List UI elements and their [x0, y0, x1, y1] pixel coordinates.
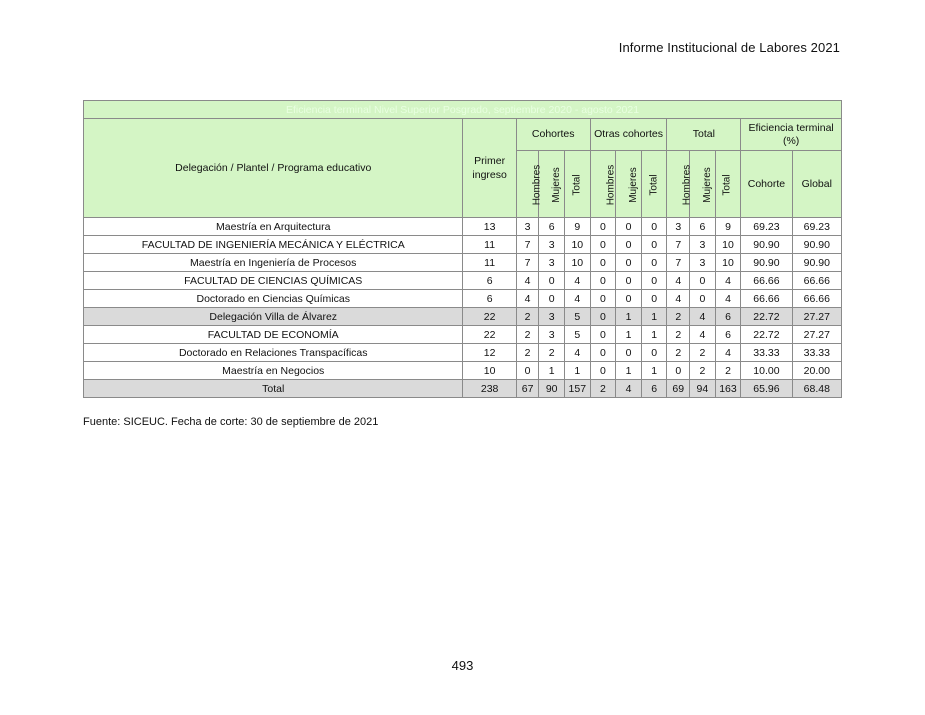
cell-total-mujeres: 2: [690, 344, 716, 362]
page-header: Informe Institucional de Labores 2021: [618, 40, 840, 55]
cell-otras-hombres: 0: [590, 236, 616, 254]
cell-total-total: 4: [715, 272, 741, 290]
cell-total-hombres: 69: [667, 380, 690, 398]
cell-cohortes-total: 10: [564, 236, 590, 254]
cell-primer-ingreso: 11: [463, 254, 516, 272]
cell-cohortes-hombres: 3: [516, 218, 539, 236]
cell-primer-ingreso: 238: [463, 380, 516, 398]
cell-total-mujeres: 3: [690, 254, 716, 272]
cell-otras-total: 1: [641, 326, 667, 344]
cell-total-total: 6: [715, 326, 741, 344]
cell-cohortes-hombres: 7: [516, 254, 539, 272]
total-label: Total: [84, 380, 463, 398]
cell-total-hombres: 7: [667, 236, 690, 254]
col-primer-ingreso-header: Primer ingreso: [463, 119, 516, 218]
cell-cohortes-mujeres: 0: [539, 290, 565, 308]
table-row: [84, 326, 842, 344]
col-eficiencia-header: Eficiencia terminal (%): [741, 119, 842, 151]
table-row: [84, 254, 842, 272]
cell-total-total: 163: [715, 380, 741, 398]
program-name: FACULTAD DE CIENCIAS QUÍMICAS: [84, 272, 463, 290]
cell-total-hombres: 0: [667, 362, 690, 380]
cell-cohortes-hombres: 2: [516, 326, 539, 344]
cell-total-total: 4: [715, 290, 741, 308]
table-row: [84, 308, 842, 326]
cell-otras-mujeres: 0: [616, 272, 642, 290]
cell-total-hombres: 3: [667, 218, 690, 236]
cell-primer-ingreso: 10: [463, 362, 516, 380]
cell-total-hombres: 2: [667, 344, 690, 362]
cell-eficiencia-global: 68.48: [792, 380, 841, 398]
cell-otras-mujeres: 0: [616, 290, 642, 308]
cell-cohortes-total: 5: [564, 326, 590, 344]
table-row: [84, 218, 842, 236]
col-otras-total: [641, 151, 667, 218]
table-row: [84, 272, 842, 290]
cell-cohortes-total: 4: [564, 344, 590, 362]
col-otras-mujeres-label: Mujeres: [628, 166, 640, 203]
col-otras-cohortes-header: Otras cohortes: [590, 119, 667, 151]
cell-eficiencia-cohorte: 33.33: [741, 344, 792, 362]
cell-otras-total: 0: [641, 218, 667, 236]
cell-total-total: 6: [715, 308, 741, 326]
program-name: Delegación Villa de Álvarez: [84, 308, 463, 326]
cell-otras-total: 0: [641, 254, 667, 272]
cell-otras-hombres: 0: [590, 362, 616, 380]
table-total-row: [84, 380, 842, 398]
cell-cohortes-mujeres: 2: [539, 344, 565, 362]
cell-otras-mujeres: 0: [616, 218, 642, 236]
cell-eficiencia-cohorte: 66.66: [741, 272, 792, 290]
cell-eficiencia-cohorte: 69.23: [741, 218, 792, 236]
cell-otras-total: 1: [641, 362, 667, 380]
cell-total-hombres: 4: [667, 272, 690, 290]
cell-primer-ingreso: 13: [463, 218, 516, 236]
col-cohortes-total-label: Total: [571, 173, 583, 196]
col-cohortes-hombres-label: Hombres: [531, 164, 543, 205]
cell-otras-total: 0: [641, 344, 667, 362]
cell-otras-hombres: 0: [590, 344, 616, 362]
cell-cohortes-hombres: 4: [516, 272, 539, 290]
efficiency-table: [83, 100, 842, 398]
program-name: FACULTAD DE INGENIERÍA MECÁNICA Y ELÉCTRICA: [84, 236, 463, 254]
cell-otras-total: 0: [641, 236, 667, 254]
col-program-header: Delegación / Plantel / Programa educativo: [84, 119, 463, 218]
cell-otras-mujeres: 1: [616, 362, 642, 380]
cell-total-total: 10: [715, 254, 741, 272]
cell-otras-hombres: 0: [590, 308, 616, 326]
cell-otras-mujeres: 0: [616, 344, 642, 362]
cell-cohortes-mujeres: 90: [539, 380, 565, 398]
cell-otras-mujeres: 1: [616, 308, 642, 326]
cell-cohortes-hombres: 67: [516, 380, 539, 398]
cell-eficiencia-cohorte: 90.90: [741, 254, 792, 272]
col-cohortes-mujeres-label: Mujeres: [551, 166, 563, 203]
col-total-hombres-label: Hombres: [681, 164, 693, 205]
table-row: [84, 344, 842, 362]
cell-eficiencia-cohorte: 22.72: [741, 326, 792, 344]
cell-primer-ingreso: 12: [463, 344, 516, 362]
cell-cohortes-mujeres: 0: [539, 272, 565, 290]
cell-eficiencia-global: 33.33: [792, 344, 841, 362]
page-number: 493: [451, 658, 474, 673]
cell-total-mujeres: 94: [690, 380, 716, 398]
cell-cohortes-mujeres: 3: [539, 254, 565, 272]
program-name: Doctorado en Ciencias Químicas: [84, 290, 463, 308]
cell-otras-hombres: 0: [590, 326, 616, 344]
cell-eficiencia-global: 20.00: [792, 362, 841, 380]
cell-total-hombres: 4: [667, 290, 690, 308]
cell-eficiencia-cohorte: 65.96: [741, 380, 792, 398]
cell-otras-hombres: 2: [590, 380, 616, 398]
col-otras-mujeres: [616, 151, 642, 218]
cell-total-total: 4: [715, 344, 741, 362]
cell-eficiencia-global: 27.27: [792, 308, 841, 326]
cell-cohortes-mujeres: 3: [539, 326, 565, 344]
cell-cohortes-total: 9: [564, 218, 590, 236]
cell-otras-mujeres: 4: [616, 380, 642, 398]
cell-total-mujeres: 0: [690, 272, 716, 290]
cell-cohortes-total: 10: [564, 254, 590, 272]
cell-cohortes-total: 1: [564, 362, 590, 380]
cell-eficiencia-global: 90.90: [792, 236, 841, 254]
cell-cohortes-hombres: 2: [516, 344, 539, 362]
cell-eficiencia-cohorte: 90.90: [741, 236, 792, 254]
cell-eficiencia-global: 66.66: [792, 272, 841, 290]
cell-cohortes-total: 4: [564, 272, 590, 290]
program-name: Maestría en Arquitectura: [84, 218, 463, 236]
cell-primer-ingreso: 6: [463, 272, 516, 290]
program-name: Maestría en Negocios: [84, 362, 463, 380]
cell-otras-total: 0: [641, 272, 667, 290]
program-name: FACULTAD DE ECONOMÍA: [84, 326, 463, 344]
col-otras-total-label: Total: [648, 173, 660, 196]
col-eficiencia-global: Global: [792, 151, 841, 218]
cell-total-mujeres: 3: [690, 236, 716, 254]
cell-otras-hombres: 0: [590, 218, 616, 236]
program-name: Maestría en Ingeniería de Procesos: [84, 254, 463, 272]
table-row: [84, 362, 842, 380]
cell-total-mujeres: 0: [690, 290, 716, 308]
cell-otras-total: 6: [641, 380, 667, 398]
cell-cohortes-mujeres: 1: [539, 362, 565, 380]
cell-cohortes-hombres: 2: [516, 308, 539, 326]
cell-otras-mujeres: 0: [616, 236, 642, 254]
cell-eficiencia-global: 90.90: [792, 254, 841, 272]
col-otras-hombres-label: Hombres: [604, 164, 616, 205]
cell-otras-hombres: 0: [590, 290, 616, 308]
col-total-mujeres-label: Mujeres: [701, 166, 713, 203]
cell-total-mujeres: 4: [690, 326, 716, 344]
cell-eficiencia-global: 66.66: [792, 290, 841, 308]
cell-otras-mujeres: 0: [616, 254, 642, 272]
cell-cohortes-mujeres: 6: [539, 218, 565, 236]
cell-eficiencia-global: 27.27: [792, 326, 841, 344]
cell-otras-mujeres: 1: [616, 326, 642, 344]
col-total-header: Total: [667, 119, 741, 151]
cell-primer-ingreso: 22: [463, 308, 516, 326]
cell-eficiencia-cohorte: 66.66: [741, 290, 792, 308]
table-body: [84, 218, 842, 398]
table-title: Eficiencia terminal Nivel Superior Posgrado, septiembre 2020 - agosto 2021: [84, 101, 842, 119]
cell-total-hombres: 2: [667, 326, 690, 344]
table-row: [84, 236, 842, 254]
cell-cohortes-hombres: 4: [516, 290, 539, 308]
col-eficiencia-cohorte: Cohorte: [741, 151, 792, 218]
cell-primer-ingreso: 6: [463, 290, 516, 308]
cell-cohortes-total: 4: [564, 290, 590, 308]
cell-otras-total: 1: [641, 308, 667, 326]
cell-total-hombres: 7: [667, 254, 690, 272]
cell-eficiencia-global: 69.23: [792, 218, 841, 236]
cell-eficiencia-cohorte: 22.72: [741, 308, 792, 326]
col-total-total: [715, 151, 741, 218]
cell-total-hombres: 2: [667, 308, 690, 326]
cell-cohortes-mujeres: 3: [539, 308, 565, 326]
source-footnote: Fuente: SICEUC. Fecha de corte: 30 de septiembre de 2021: [83, 416, 379, 428]
cell-total-total: 10: [715, 236, 741, 254]
cell-cohortes-total: 5: [564, 308, 590, 326]
cell-cohortes-hombres: 0: [516, 362, 539, 380]
cell-cohortes-hombres: 7: [516, 236, 539, 254]
cell-total-mujeres: 6: [690, 218, 716, 236]
cell-otras-hombres: 0: [590, 272, 616, 290]
col-cohortes-header: Cohortes: [516, 119, 590, 151]
cell-eficiencia-cohorte: 10.00: [741, 362, 792, 380]
cell-cohortes-mujeres: 3: [539, 236, 565, 254]
cell-total-total: 2: [715, 362, 741, 380]
cell-cohortes-total: 157: [564, 380, 590, 398]
cell-total-mujeres: 4: [690, 308, 716, 326]
cell-total-mujeres: 2: [690, 362, 716, 380]
cell-otras-hombres: 0: [590, 254, 616, 272]
program-name: Doctorado en Relaciones Transpacíficas: [84, 344, 463, 362]
col-cohortes-total: [564, 151, 590, 218]
cell-primer-ingreso: 22: [463, 326, 516, 344]
table-row: [84, 290, 842, 308]
cell-primer-ingreso: 11: [463, 236, 516, 254]
col-cohortes-hombres: [516, 151, 543, 218]
col-total-total-label: Total: [721, 173, 733, 196]
col-total-hombres: [667, 151, 693, 218]
cell-otras-total: 0: [641, 290, 667, 308]
cell-total-total: 9: [715, 218, 741, 236]
col-otras-hombres: [590, 151, 616, 218]
